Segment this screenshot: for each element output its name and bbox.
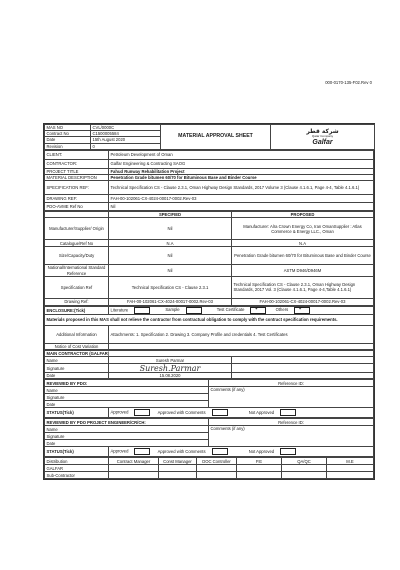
pdo-date-label: Date (45, 401, 209, 408)
dist-qa-qc: QA/QC (282, 458, 327, 465)
enclosure-options (109, 306, 374, 314)
mas-no-value: CVL/0000C (91, 125, 161, 131)
material-label: MATERIAL DESCRIPTION (45, 175, 109, 181)
cost-variation-label: Notice of Cost Variation (45, 343, 109, 349)
company-logo (271, 125, 375, 150)
pdo-status-label: STATUS(Tick) (45, 408, 109, 418)
dist-galfar: GALFAR (45, 465, 109, 472)
project-value: Fahud Runway Rehabilitation Project (109, 168, 374, 174)
row-proposed: Penetration Grade bitumen 60/70 for Bituminous Base and Binder Course (232, 247, 374, 265)
row-proposed: Technical Specification CS - Clause 2.3.1, Oman Highway Design Standards, 2017 Vol. 3 (Clause 4.1.6.1, Page 4-4,Table 4.1.6.1) (232, 276, 374, 298)
pdo-comments: Comments (if any) (209, 387, 374, 408)
document-reference: 000-0170-135-F02.Rev 0 (325, 80, 372, 85)
engineer-heading: REVIEWED BY PDO PROJECT ENGINEER/CR/CH: (45, 419, 209, 426)
logo-english: Galfar (312, 138, 333, 146)
drawing-value: FAH-00-102061-CX-4024-00017-0002.Rev-03 (109, 195, 374, 203)
mc-signature-label: Signature (45, 364, 109, 373)
row-label: Manufacturer/Supplier/ Origin (45, 218, 109, 240)
avme-value: Nil (109, 203, 374, 211)
row-proposed: FAH-00-102061-CX-4024-00017-0002.Rev-03 (232, 298, 374, 305)
row-specified: FAH-00-102061-CX-4024-00017-0002.Rev-03 (109, 298, 232, 305)
distribution-table (44, 457, 374, 479)
dist-sub-contractor: Sub-Contractor (45, 472, 109, 479)
pdo-heading: REVIEWED BY PDO: (45, 380, 209, 387)
test-certificate-checkbox[interactable] (250, 307, 266, 314)
row-proposed: ASTM D946/D946M (232, 265, 374, 276)
proposed-header: PROPOSED (232, 212, 374, 218)
contract-label: Contract No (45, 131, 91, 137)
logo-arabic-sub: Qatar Company (311, 134, 334, 139)
logo-arabic: شركة قطر (306, 128, 339, 136)
pdo-reference: Reference ID: (209, 380, 374, 387)
row-specified: Technical Specification CS - Clause 2.3.1 (109, 276, 232, 298)
engineer-comments: Comments (if any) (209, 426, 374, 447)
material-value: Penetration Grade bitumen 60/70 for Bituminous Base and Binder Course (109, 175, 374, 181)
project-label: PROJECT TITLE (45, 168, 109, 174)
engineer-status-label: STATUS(Tick) (45, 447, 109, 457)
date-value: 15th August 2020 (91, 137, 161, 143)
info-table (44, 150, 374, 211)
contractor-label: CONTRACTOR: (45, 159, 109, 168)
row-label: Catalogue/Ref No (45, 240, 109, 247)
mc-blank (232, 357, 374, 364)
approved-label: Approved (110, 410, 129, 416)
approved-checkbox[interactable] (134, 448, 150, 455)
not-approved-checkbox[interactable] (280, 409, 296, 416)
not-approved-label: Not Approved (248, 410, 275, 416)
client-value: Petroleum Development of Oman (109, 150, 374, 159)
revision-label: Revision (45, 143, 91, 149)
sheet-title: MATERIAL APPROVAL SHEET (161, 125, 271, 150)
mc-signature-value: Suresh.Parmar (109, 364, 232, 373)
specified-header: SPECIFIED (109, 212, 232, 218)
mc-name-label: Name (45, 357, 109, 364)
dist-me: M.E (327, 458, 374, 465)
engineer-date-label: Date (45, 440, 209, 447)
date-label: Date (45, 137, 91, 143)
row-label: Size/Capacity/Duty (45, 247, 109, 265)
others-label: Others (275, 307, 289, 313)
approved-with-comments-checkbox[interactable] (212, 409, 228, 416)
distribution-label: Distribution (45, 458, 109, 465)
engineer-status-options (109, 447, 374, 457)
dist-pe: P.E (237, 458, 282, 465)
dist-doc-controller: DOC Controller (197, 458, 237, 465)
sample-checkbox[interactable] (186, 307, 202, 314)
approved-label: Approved (110, 449, 129, 455)
not-approved-checkbox[interactable] (280, 448, 296, 455)
row-proposed: Manufacturer: Alra Crown Energy Co, Iran OmanSupplier : Atlas Commerce & Energy LLC., Oman (232, 218, 374, 240)
reviewed-engineer-table (44, 418, 374, 457)
row-specified: Nil (109, 218, 232, 240)
spec-value: Technical Specification CS - Clause 2.3.1, Oman Highway Design Standards, 2017 Volume 3 (Clause 4.1.6.1, Page 4-4, Table 4.1.6.1) (109, 181, 374, 195)
approved-checkbox[interactable] (134, 409, 150, 416)
approval-note: Materials proposed in this MAS shall not relieve the contractor from contractual obligation to comply with the contract specification requirements. (45, 314, 374, 325)
revision-value: 0 (91, 143, 161, 149)
material-approval-sheet (43, 123, 375, 480)
approved-with-comments-label: Approved with Comments (157, 449, 206, 455)
row-label: National/International Standard Reference (45, 265, 109, 276)
others-checkbox[interactable] (294, 307, 310, 314)
cost-variation-value (109, 343, 374, 349)
approved-with-comments-label: Approved with Comments (157, 410, 206, 416)
additional-value: Attachments: 1. Specification 2. Drawing 3. Company Profile and credentials 4. Test Certificates (109, 325, 374, 343)
avme-label: PDO-AVME Ref No (45, 203, 109, 211)
approved-with-comments-checkbox[interactable] (212, 448, 228, 455)
engineer-name-label: Name (45, 426, 209, 433)
enclosure-label: ENCLOSURE:(Tick) (45, 306, 109, 314)
client-label: CLIENT: (45, 150, 109, 159)
pdo-signature-label: Signature (45, 394, 209, 401)
mc-date-label: Date (45, 373, 109, 379)
literature-checkbox[interactable] (134, 307, 150, 314)
pdo-status-options (109, 408, 374, 418)
literature-label: Literature (110, 307, 129, 313)
row-label: Drawing Ref: (45, 298, 109, 305)
header-table (44, 124, 375, 150)
spec-compare-table (44, 211, 374, 306)
row-proposed: N.A (232, 240, 374, 247)
sample-label: Sample (165, 307, 180, 313)
additional-label: Additional Information (45, 325, 109, 343)
row-specified: Nil (109, 265, 232, 276)
mc-date-value: 15.08.2020 (109, 373, 232, 379)
not-approved-label: Not Approved (248, 449, 275, 455)
row-label: Specification Ref (45, 276, 109, 298)
mas-no-label: MAS NO (45, 125, 91, 131)
dist-const-manager: Const Manager (159, 458, 197, 465)
contract-value: C1500005584 (91, 131, 161, 137)
contractor-value: Galfar Engineering & Contracting SAOG (109, 159, 374, 168)
pdo-name-label: Name (45, 387, 209, 394)
drawing-label: DRAWING REF: (45, 195, 109, 203)
row-specified: N.A (109, 240, 232, 247)
spec-label: SPECIFICATION REF: (45, 181, 109, 195)
dist-contract-manager: Contract Manager (109, 458, 159, 465)
mc-blank (232, 373, 374, 379)
main-contractor-heading: MAIN CONTRACTOR (GALFAR) (45, 351, 374, 357)
reviewed-pdo-table (44, 379, 374, 418)
main-contractor-table (44, 350, 374, 379)
mc-blank (232, 364, 374, 373)
engineer-reference: Reference ID: (209, 419, 374, 426)
engineer-signature-label: Signature (45, 433, 209, 440)
mc-name-value: Suresh Parmar (109, 357, 232, 364)
test-certificate-label: Test Certificate (216, 307, 245, 313)
row-specified: Nil (109, 247, 232, 265)
enclosure-table (44, 306, 374, 350)
